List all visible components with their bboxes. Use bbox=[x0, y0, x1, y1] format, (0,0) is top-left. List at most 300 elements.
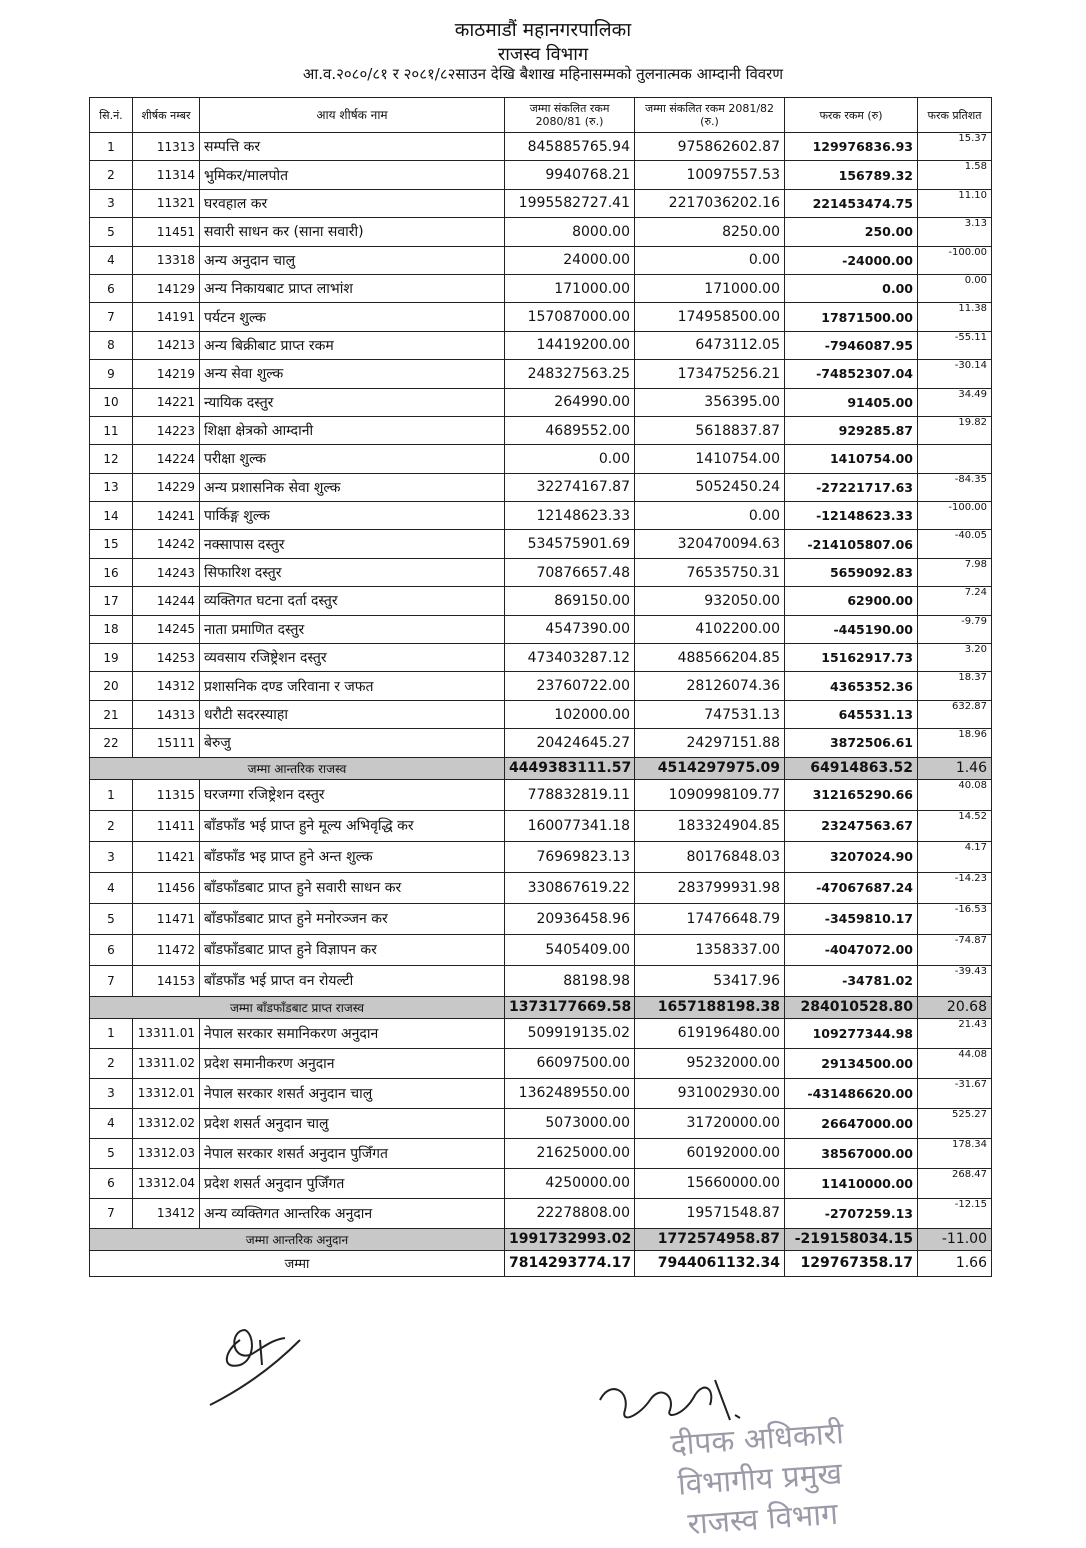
row-name: पार्किङ्ग शुल्क bbox=[200, 502, 505, 530]
row-pct: 3.20 bbox=[918, 644, 992, 672]
revenue-table bbox=[89, 97, 992, 1277]
table-row bbox=[90, 587, 992, 615]
row-y1: 102000.00 bbox=[505, 700, 635, 728]
row-y2: 53417.96 bbox=[635, 965, 785, 996]
row-name: अन्य बिक्रीबाट प्राप्त रकम bbox=[200, 331, 505, 359]
subtotal-diff: 284010528.80 bbox=[785, 996, 918, 1018]
stamp-line-dept: राजस्व विभाग bbox=[686, 1496, 839, 1543]
row-sn: 14 bbox=[90, 502, 133, 530]
subtotal-pct: 20.68 bbox=[918, 996, 992, 1018]
row-name: सिफारिश दस्तुर bbox=[200, 558, 505, 586]
table-row bbox=[90, 360, 992, 388]
row-y1: 534575901.69 bbox=[505, 530, 635, 558]
row-sn: 1 bbox=[90, 779, 133, 810]
row-pct: -74.87 bbox=[918, 934, 992, 965]
row-diff: -431486620.00 bbox=[785, 1078, 918, 1108]
col-y1: जम्मा संकलित रकम 2080/81 (रु.) bbox=[505, 98, 635, 133]
row-diff: 929285.87 bbox=[785, 416, 918, 444]
col-pct: फरक प्रतिशत bbox=[918, 98, 992, 133]
row-code: 11411 bbox=[133, 810, 200, 841]
row-code: 14221 bbox=[133, 388, 200, 416]
row-name: घरवहाल कर bbox=[200, 189, 505, 217]
row-code: 14253 bbox=[133, 644, 200, 672]
table-row bbox=[90, 810, 992, 841]
row-sn: 7 bbox=[90, 1198, 133, 1228]
row-y1: 23760722.00 bbox=[505, 672, 635, 700]
row-sn: 22 bbox=[90, 729, 133, 757]
row-code: 14312 bbox=[133, 672, 200, 700]
row-y2: 747531.13 bbox=[635, 700, 785, 728]
row-y1: 171000.00 bbox=[505, 274, 635, 302]
row-code: 14129 bbox=[133, 274, 200, 302]
row-y1: 88198.98 bbox=[505, 965, 635, 996]
row-diff: 17871500.00 bbox=[785, 303, 918, 331]
official-stamp bbox=[636, 1412, 884, 1548]
row-y1: 4250000.00 bbox=[505, 1168, 635, 1198]
report-title: आ.व.२०८०/८१ र २०८१/८२साउन देखि बैशाख महिनासम्मको तुलनात्मक आम्दानी विवरण bbox=[302, 65, 784, 83]
row-code: 14219 bbox=[133, 360, 200, 388]
table-row bbox=[90, 303, 992, 331]
table-row bbox=[90, 615, 992, 643]
col-name: आय शीर्षक नाम bbox=[200, 98, 505, 133]
row-y2: 80176848.03 bbox=[635, 841, 785, 872]
row-sn: 6 bbox=[90, 274, 133, 302]
row-y1: 5405409.00 bbox=[505, 934, 635, 965]
row-code: 11451 bbox=[133, 218, 200, 246]
table-row bbox=[90, 1138, 992, 1168]
row-y2: 4102200.00 bbox=[635, 615, 785, 643]
row-pct: -40.05 bbox=[918, 530, 992, 558]
row-sn: 2 bbox=[90, 161, 133, 189]
row-diff: 250.00 bbox=[785, 218, 918, 246]
row-y1: 509919135.02 bbox=[505, 1018, 635, 1048]
row-sn: 5 bbox=[90, 903, 133, 934]
row-name: पर्यटन शुल्क bbox=[200, 303, 505, 331]
stamp-line-title: विभागीय प्रमुख bbox=[676, 1456, 844, 1503]
row-y1: 12148623.33 bbox=[505, 502, 635, 530]
subtotal-y1: 1373177669.58 bbox=[505, 996, 635, 1018]
row-diff: 62900.00 bbox=[785, 587, 918, 615]
row-y1: 21625000.00 bbox=[505, 1138, 635, 1168]
row-diff: -2707259.13 bbox=[785, 1198, 918, 1228]
dept-title: राजस्व विभाग bbox=[497, 44, 589, 65]
row-name: बाँडफाँडबाट प्राप्त हुने मनोरञ्जन कर bbox=[200, 903, 505, 934]
row-name: नेपाल सरकार समानिकरण अनुदान bbox=[200, 1018, 505, 1048]
row-name: सम्पत्ति कर bbox=[200, 133, 505, 161]
row-y1: 8000.00 bbox=[505, 218, 635, 246]
row-pct: 15.37 bbox=[918, 133, 992, 161]
row-diff: 645531.13 bbox=[785, 700, 918, 728]
row-y2: 931002930.00 bbox=[635, 1078, 785, 1108]
row-y1: 1995582727.41 bbox=[505, 189, 635, 217]
row-pct bbox=[918, 445, 992, 473]
row-diff: 3207024.90 bbox=[785, 841, 918, 872]
row-y2: 173475256.21 bbox=[635, 360, 785, 388]
row-y1: 264990.00 bbox=[505, 388, 635, 416]
row-diff: -47067687.24 bbox=[785, 872, 918, 903]
subtotal-y2: 1657188198.38 bbox=[635, 996, 785, 1018]
row-pct: -30.14 bbox=[918, 360, 992, 388]
row-name: व्यक्तिगत घटना दर्ता दस्तुर bbox=[200, 587, 505, 615]
row-name: प्रदेश शसर्त अनुदान पुजिँगत bbox=[200, 1168, 505, 1198]
row-name: धरौटी सदरस्याहा bbox=[200, 700, 505, 728]
row-diff: -214105807.06 bbox=[785, 530, 918, 558]
row-code: 14224 bbox=[133, 445, 200, 473]
row-y1: 76969823.13 bbox=[505, 841, 635, 872]
row-sn: 17 bbox=[90, 587, 133, 615]
subtotal-row bbox=[90, 757, 992, 779]
row-sn: 21 bbox=[90, 700, 133, 728]
row-pct: 3.13 bbox=[918, 218, 992, 246]
subtotal-label: जम्मा आन्तरिक अनुदान bbox=[90, 1228, 505, 1250]
row-sn: 12 bbox=[90, 445, 133, 473]
row-y1: 20424645.27 bbox=[505, 729, 635, 757]
row-name: प्रदेश समानीकरण अनुदान bbox=[200, 1048, 505, 1078]
row-y2: 356395.00 bbox=[635, 388, 785, 416]
row-diff: -12148623.33 bbox=[785, 502, 918, 530]
row-code: 15111 bbox=[133, 729, 200, 757]
stamp-line-name: दीपक अधिकारी bbox=[669, 1416, 845, 1464]
row-sn: 6 bbox=[90, 934, 133, 965]
table-row bbox=[90, 502, 992, 530]
row-y1: 1362489550.00 bbox=[505, 1078, 635, 1108]
row-y1: 4689552.00 bbox=[505, 416, 635, 444]
row-pct: -16.53 bbox=[918, 903, 992, 934]
row-y1: 70876657.48 bbox=[505, 558, 635, 586]
row-y1: 5073000.00 bbox=[505, 1108, 635, 1138]
table-row bbox=[90, 218, 992, 246]
col-code: शीर्षक नम्बर bbox=[133, 98, 200, 133]
table-row bbox=[90, 473, 992, 501]
row-sn: 20 bbox=[90, 672, 133, 700]
subtotal-diff: -219158034.15 bbox=[785, 1228, 918, 1250]
table-row bbox=[90, 672, 992, 700]
row-diff: -27221717.63 bbox=[785, 473, 918, 501]
row-sn: 10 bbox=[90, 388, 133, 416]
row-code: 14153 bbox=[133, 965, 200, 996]
col-y2: जम्मा संकलित रकम 2081/82 (रु.) bbox=[635, 98, 785, 133]
row-code: 13312.03 bbox=[133, 1138, 200, 1168]
row-sn: 5 bbox=[90, 218, 133, 246]
row-sn: 8 bbox=[90, 331, 133, 359]
row-sn: 4 bbox=[90, 246, 133, 274]
subtotal-y2: 4514297975.09 bbox=[635, 757, 785, 779]
table-row bbox=[90, 274, 992, 302]
row-y2: 932050.00 bbox=[635, 587, 785, 615]
row-sn: 6 bbox=[90, 1168, 133, 1198]
row-name: अन्य सेवा शुल्क bbox=[200, 360, 505, 388]
row-diff: -4047072.00 bbox=[785, 934, 918, 965]
table-row bbox=[90, 1078, 992, 1108]
table-row bbox=[90, 965, 992, 996]
row-name: नाता प्रमाणित दस्तुर bbox=[200, 615, 505, 643]
row-y1: 66097500.00 bbox=[505, 1048, 635, 1078]
row-code: 14223 bbox=[133, 416, 200, 444]
row-pct: 11.38 bbox=[918, 303, 992, 331]
row-y2: 31720000.00 bbox=[635, 1108, 785, 1138]
row-pct: -9.79 bbox=[918, 615, 992, 643]
row-sn: 16 bbox=[90, 558, 133, 586]
row-y1: 24000.00 bbox=[505, 246, 635, 274]
row-y2: 1410754.00 bbox=[635, 445, 785, 473]
row-sn: 3 bbox=[90, 841, 133, 872]
row-diff: 23247563.67 bbox=[785, 810, 918, 841]
subtotal-pct: 1.46 bbox=[918, 757, 992, 779]
row-y2: 24297151.88 bbox=[635, 729, 785, 757]
row-y1: 22278808.00 bbox=[505, 1198, 635, 1228]
row-sn: 4 bbox=[90, 1108, 133, 1138]
row-name: बाँडफाँड भइ प्राप्त हुने अन्त शुल्क bbox=[200, 841, 505, 872]
row-y1: 248327563.25 bbox=[505, 360, 635, 388]
table-row bbox=[90, 1168, 992, 1198]
row-pct: -14.23 bbox=[918, 872, 992, 903]
row-y2: 15660000.00 bbox=[635, 1168, 785, 1198]
row-y2: 60192000.00 bbox=[635, 1138, 785, 1168]
row-pct: 18.37 bbox=[918, 672, 992, 700]
row-pct: 268.47 bbox=[918, 1168, 992, 1198]
row-y2: 975862602.87 bbox=[635, 133, 785, 161]
row-pct: 21.43 bbox=[918, 1018, 992, 1048]
row-sn: 19 bbox=[90, 644, 133, 672]
row-y2: 95232000.00 bbox=[635, 1048, 785, 1078]
row-name: बाँडफाँड भई प्राप्त वन रोयल्टी bbox=[200, 965, 505, 996]
row-code: 11421 bbox=[133, 841, 200, 872]
row-diff: 3872506.61 bbox=[785, 729, 918, 757]
row-code: 14191 bbox=[133, 303, 200, 331]
row-code: 13412 bbox=[133, 1198, 200, 1228]
row-name: अन्य अनुदान चालु bbox=[200, 246, 505, 274]
table-row bbox=[90, 644, 992, 672]
row-y2: 171000.00 bbox=[635, 274, 785, 302]
row-y2: 619196480.00 bbox=[635, 1018, 785, 1048]
subtotal-y1: 1991732993.02 bbox=[505, 1228, 635, 1250]
row-sn: 15 bbox=[90, 530, 133, 558]
row-code: 14242 bbox=[133, 530, 200, 558]
row-y2: 1358337.00 bbox=[635, 934, 785, 965]
row-y2: 76535750.31 bbox=[635, 558, 785, 586]
row-code: 14245 bbox=[133, 615, 200, 643]
row-pct: 178.34 bbox=[918, 1138, 992, 1168]
row-y2: 10097557.53 bbox=[635, 161, 785, 189]
table-row bbox=[90, 189, 992, 217]
row-y1: 330867619.22 bbox=[505, 872, 635, 903]
row-code: 11471 bbox=[133, 903, 200, 934]
row-pct: -39.43 bbox=[918, 965, 992, 996]
table-row bbox=[90, 1018, 992, 1048]
row-sn: 11 bbox=[90, 416, 133, 444]
table-row bbox=[90, 1108, 992, 1138]
row-sn: 2 bbox=[90, 1048, 133, 1078]
table-row bbox=[90, 1198, 992, 1228]
row-y2: 183324904.85 bbox=[635, 810, 785, 841]
total-pct: 1.66 bbox=[918, 1250, 992, 1276]
row-code: 14229 bbox=[133, 473, 200, 501]
row-pct: -12.15 bbox=[918, 1198, 992, 1228]
row-pct: 525.27 bbox=[918, 1108, 992, 1138]
subtotal-row bbox=[90, 996, 992, 1018]
row-y2: 283799931.98 bbox=[635, 872, 785, 903]
row-name: नेपाल सरकार शसर्त अनुदान पुजिँगत bbox=[200, 1138, 505, 1168]
row-y2: 2217036202.16 bbox=[635, 189, 785, 217]
row-diff: 29134500.00 bbox=[785, 1048, 918, 1078]
row-code: 13311.01 bbox=[133, 1018, 200, 1048]
row-y2: 5052450.24 bbox=[635, 473, 785, 501]
row-y2: 19571548.87 bbox=[635, 1198, 785, 1228]
table-row bbox=[90, 934, 992, 965]
table-row bbox=[90, 903, 992, 934]
row-name: बेरुजु bbox=[200, 729, 505, 757]
row-diff: -445190.00 bbox=[785, 615, 918, 643]
row-pct: 632.87 bbox=[918, 700, 992, 728]
row-code: 14213 bbox=[133, 331, 200, 359]
row-y2: 174958500.00 bbox=[635, 303, 785, 331]
row-diff: 91405.00 bbox=[785, 388, 918, 416]
row-pct: 14.52 bbox=[918, 810, 992, 841]
subtotal-pct: -11.00 bbox=[918, 1228, 992, 1250]
row-sn: 7 bbox=[90, 303, 133, 331]
row-diff: 4365352.36 bbox=[785, 672, 918, 700]
table-header-row bbox=[90, 98, 992, 133]
row-name: अन्य प्रशासनिक सेवा शुल्क bbox=[200, 473, 505, 501]
row-diff: 5659092.83 bbox=[785, 558, 918, 586]
row-pct: -84.35 bbox=[918, 473, 992, 501]
row-code: 11472 bbox=[133, 934, 200, 965]
row-sn: 9 bbox=[90, 360, 133, 388]
table-row bbox=[90, 729, 992, 757]
row-pct: -55.11 bbox=[918, 331, 992, 359]
table-row bbox=[90, 530, 992, 558]
row-pct: 44.08 bbox=[918, 1048, 992, 1078]
subtotal-y2: 1772574958.87 bbox=[635, 1228, 785, 1250]
total-label: जम्मा bbox=[90, 1250, 505, 1276]
row-pct: 0.00 bbox=[918, 274, 992, 302]
row-name: अन्य व्यक्तिगत आन्तरिक अनुदान bbox=[200, 1198, 505, 1228]
row-diff: 38567000.00 bbox=[785, 1138, 918, 1168]
row-name: प्रशासनिक दण्ड जरिवाना र जफत bbox=[200, 672, 505, 700]
row-name: नेपाल सरकार शसर्त अनुदान चालु bbox=[200, 1078, 505, 1108]
table-row bbox=[90, 1048, 992, 1078]
row-y1: 4547390.00 bbox=[505, 615, 635, 643]
row-name: प्रदेश शसर्त अनुदान चालु bbox=[200, 1108, 505, 1138]
subtotal-label: जम्मा आन्तरिक राजस्व bbox=[90, 757, 505, 779]
table-row bbox=[90, 161, 992, 189]
row-name: अन्य निकायबाट प्राप्त लाभांश bbox=[200, 274, 505, 302]
row-pct: 11.10 bbox=[918, 189, 992, 217]
row-y2: 6473112.05 bbox=[635, 331, 785, 359]
row-diff: -3459810.17 bbox=[785, 903, 918, 934]
row-code: 11456 bbox=[133, 872, 200, 903]
row-pct: -100.00 bbox=[918, 246, 992, 274]
row-diff: 15162917.73 bbox=[785, 644, 918, 672]
row-code: 13312.02 bbox=[133, 1108, 200, 1138]
row-sn: 1 bbox=[90, 1018, 133, 1048]
row-pct: -31.67 bbox=[918, 1078, 992, 1108]
row-sn: 4 bbox=[90, 872, 133, 903]
row-name: शिक्षा क्षेत्रको आम्दानी bbox=[200, 416, 505, 444]
row-y1: 0.00 bbox=[505, 445, 635, 473]
row-y2: 0.00 bbox=[635, 246, 785, 274]
row-pct: 7.24 bbox=[918, 587, 992, 615]
row-code: 14313 bbox=[133, 700, 200, 728]
row-diff: -34781.02 bbox=[785, 965, 918, 996]
row-y1: 778832819.11 bbox=[505, 779, 635, 810]
row-name: व्यवसाय रजिष्ट्रेशन दस्तुर bbox=[200, 644, 505, 672]
row-diff: 109277344.98 bbox=[785, 1018, 918, 1048]
total-y2: 7944061132.34 bbox=[635, 1250, 785, 1276]
row-name: परीक्षा शुल्क bbox=[200, 445, 505, 473]
row-pct: 7.98 bbox=[918, 558, 992, 586]
row-pct: 40.08 bbox=[918, 779, 992, 810]
row-y1: 157087000.00 bbox=[505, 303, 635, 331]
signature-1 bbox=[200, 1310, 330, 1410]
row-y2: 1090998109.77 bbox=[635, 779, 785, 810]
row-code: 13312.01 bbox=[133, 1078, 200, 1108]
table-row bbox=[90, 872, 992, 903]
row-y2: 488566204.85 bbox=[635, 644, 785, 672]
col-sn: सि.नं. bbox=[90, 98, 133, 133]
row-code: 11314 bbox=[133, 161, 200, 189]
row-diff: 11410000.00 bbox=[785, 1168, 918, 1198]
row-code: 14241 bbox=[133, 502, 200, 530]
row-diff: 156789.32 bbox=[785, 161, 918, 189]
row-code: 14243 bbox=[133, 558, 200, 586]
row-code: 13312.04 bbox=[133, 1168, 200, 1198]
table-row bbox=[90, 246, 992, 274]
row-pct: 4.17 bbox=[918, 841, 992, 872]
row-y2: 0.00 bbox=[635, 502, 785, 530]
row-diff: 221453474.75 bbox=[785, 189, 918, 217]
table-body bbox=[90, 133, 992, 1277]
row-code: 13311.02 bbox=[133, 1048, 200, 1078]
row-name: नक्सापास दस्तुर bbox=[200, 530, 505, 558]
row-code: 14244 bbox=[133, 587, 200, 615]
row-pct: 34.49 bbox=[918, 388, 992, 416]
row-sn: 1 bbox=[90, 133, 133, 161]
row-y1: 473403287.12 bbox=[505, 644, 635, 672]
row-y1: 160077341.18 bbox=[505, 810, 635, 841]
row-pct: 19.82 bbox=[918, 416, 992, 444]
row-diff: 312165290.66 bbox=[785, 779, 918, 810]
table-row bbox=[90, 388, 992, 416]
row-diff: 1410754.00 bbox=[785, 445, 918, 473]
row-diff: 26647000.00 bbox=[785, 1108, 918, 1138]
row-y1: 9940768.21 bbox=[505, 161, 635, 189]
row-code: 11313 bbox=[133, 133, 200, 161]
row-name: घरजग्गा रजिष्ट्रेशन दस्तुर bbox=[200, 779, 505, 810]
row-y2: 5618837.87 bbox=[635, 416, 785, 444]
table-row bbox=[90, 558, 992, 586]
row-y1: 20936458.96 bbox=[505, 903, 635, 934]
row-y2: 17476648.79 bbox=[635, 903, 785, 934]
total-y1: 7814293774.17 bbox=[505, 1250, 635, 1276]
row-y1: 869150.00 bbox=[505, 587, 635, 615]
row-pct: 1.58 bbox=[918, 161, 992, 189]
row-name: सवारी साधन कर (साना सवारी) bbox=[200, 218, 505, 246]
row-name: बाँडफाँड भई प्राप्त हुने मूल्य अभिवृद्धि कर bbox=[200, 810, 505, 841]
row-code: 11315 bbox=[133, 779, 200, 810]
table-row bbox=[90, 779, 992, 810]
subtotal-label: जम्मा बाँडफाँडबाट प्राप्त राजस्व bbox=[90, 996, 505, 1018]
subtotal-y1: 4449383111.57 bbox=[505, 757, 635, 779]
table-row bbox=[90, 416, 992, 444]
table-row bbox=[90, 331, 992, 359]
row-pct: -100.00 bbox=[918, 502, 992, 530]
row-y1: 32274167.87 bbox=[505, 473, 635, 501]
row-y2: 8250.00 bbox=[635, 218, 785, 246]
row-pct: 18.96 bbox=[918, 729, 992, 757]
org-title: काठमाडौं महानगरपालिका bbox=[454, 19, 632, 41]
row-diff: -74852307.04 bbox=[785, 360, 918, 388]
